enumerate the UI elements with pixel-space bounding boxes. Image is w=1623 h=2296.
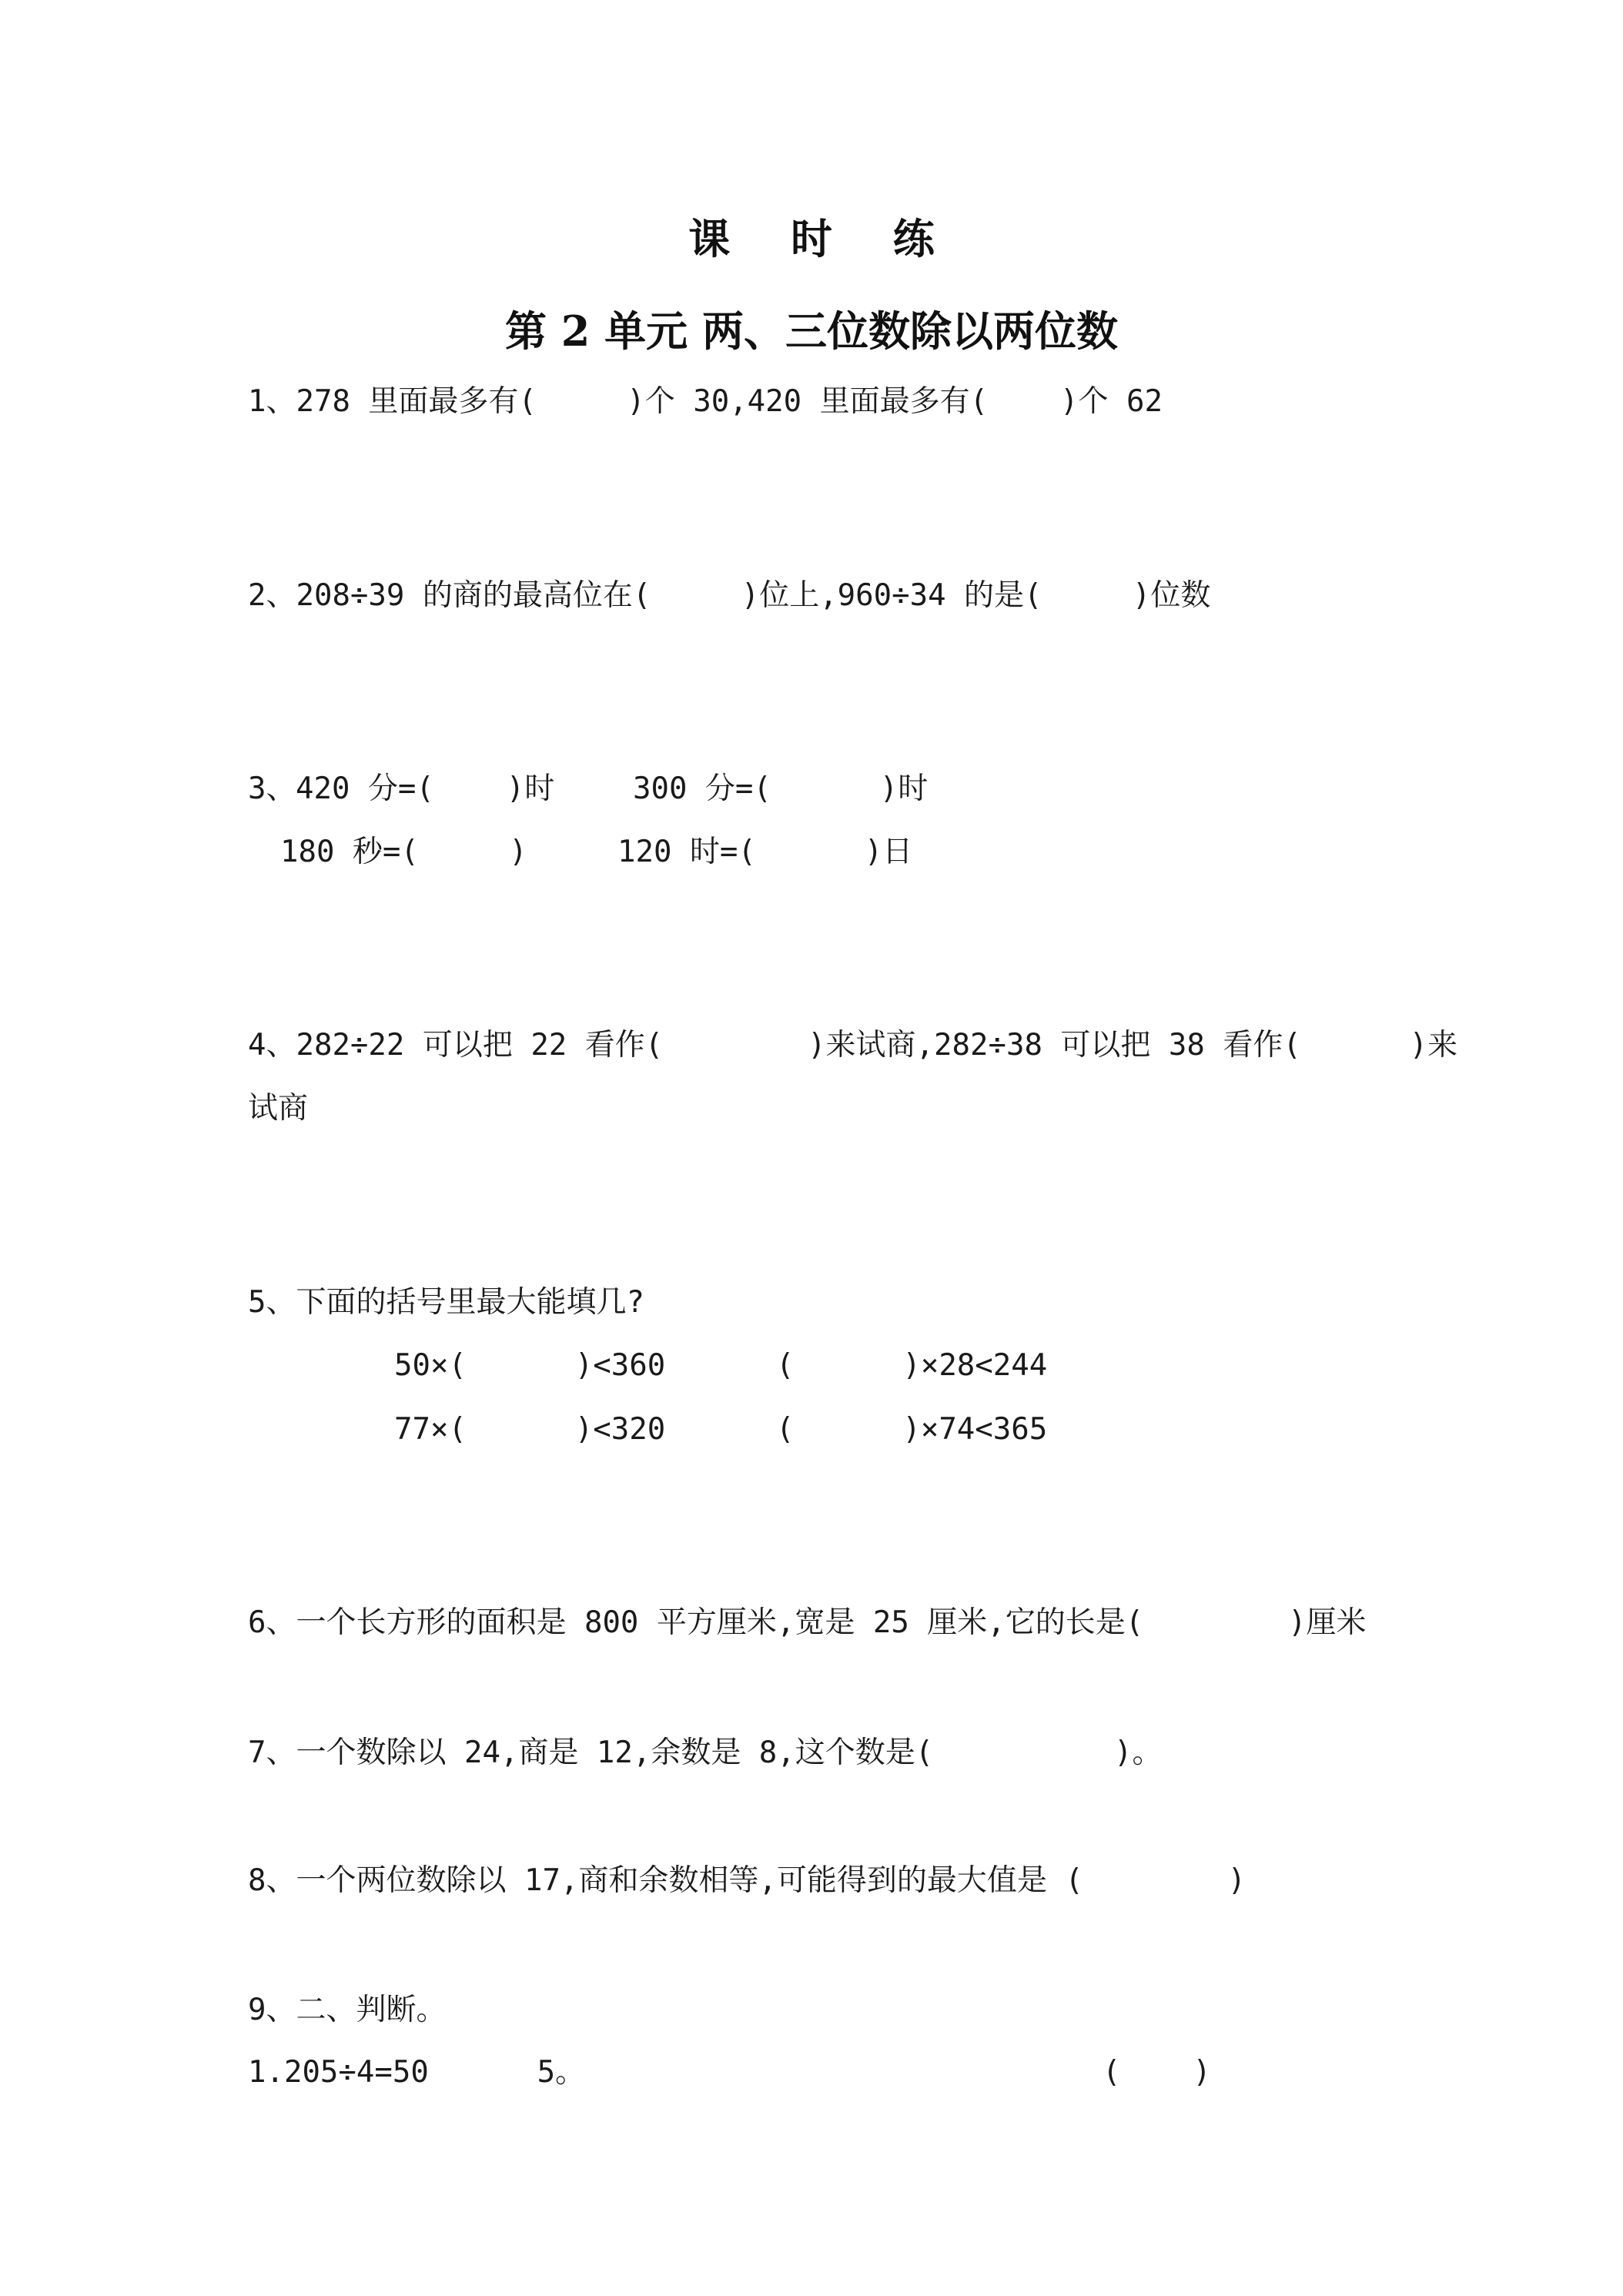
question-9-item-1: 1.205÷4=50 5。 [248,2055,586,2090]
question-7: 7、一个数除以 24,商是 12,余数是 8,这个数是( )。 [248,1735,1163,1770]
question-5-item-c: 77×( )<320 [394,1412,666,1447]
question-6: 6、一个长方形的面积是 800 平方厘米,宽是 25 厘米,它的长是( )厘米 [248,1605,1367,1640]
question-3-item-a: 420 分=( )时 [296,771,555,806]
question-3-item-c: 180 秒=( ) [280,835,527,869]
question-9-heading: 9、二、判断。 [248,1993,447,2027]
question-4-line-2: 试商 [248,1091,309,1126]
question-5-item-a: 50×( )<360 [394,1348,666,1383]
question-2: 2、208÷39 的商的最高位在( )位上,960÷34 的是( )位数 [248,578,1211,613]
question-5-prompt: 5、下面的括号里最大能填几? [248,1285,644,1320]
question-1: 1、278 里面最多有( )个 30,420 里面最多有( )个 62 [248,384,1163,419]
question-3-item-b: 300 分=( )时 [633,771,929,806]
question-4-line-1: 4、282÷22 可以把 22 看作( )来试商,282÷38 可以把 38 看作( )来 [248,1028,1458,1063]
question-3-number: 3、 [248,771,296,806]
worksheet-title: 课 时 练 [688,214,958,263]
question-5-item-d: ( )×74<365 [776,1412,1048,1447]
answer-parentheses: ( ) [1103,2055,1211,2090]
question-8: 8、一个两位数除以 17,商和余数相等,可能得到的最大值是 ( ) [248,1863,1247,1898]
unit-title: 第 2 单元 两、三位数除以两位数 [505,306,1118,356]
question-5-item-b: ( )×28<244 [776,1348,1048,1383]
question-3-item-d: 120 时=( )日 [617,835,913,869]
